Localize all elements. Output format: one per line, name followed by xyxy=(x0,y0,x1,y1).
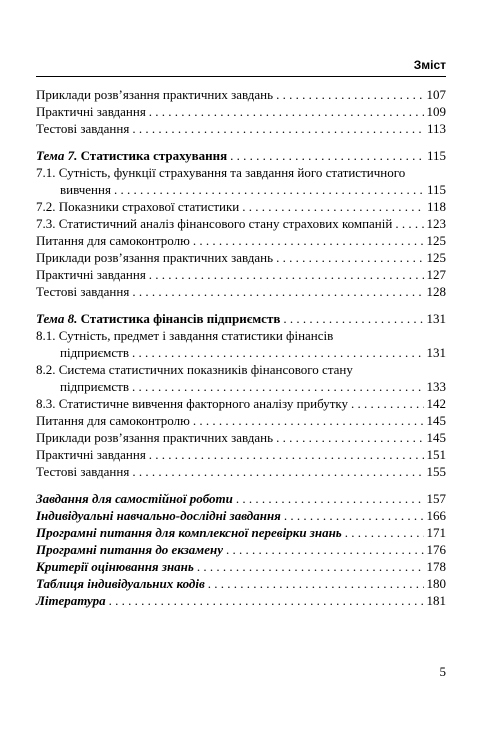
leader-dots xyxy=(132,283,423,300)
toc-page: 118 xyxy=(426,199,446,214)
toc-page: 155 xyxy=(426,464,446,479)
topic-8 xyxy=(36,310,446,480)
toc-entry[interactable] xyxy=(36,558,446,575)
toc-entry-label: підприємств xyxy=(60,379,129,394)
leader-dots xyxy=(132,378,424,395)
toc-page: 157 xyxy=(426,491,446,506)
toc-page: 151 xyxy=(426,447,446,462)
topic-title: Статистика страхування xyxy=(80,148,228,163)
toc-entry[interactable] xyxy=(36,249,446,266)
toc-entry[interactable] xyxy=(36,463,446,480)
leader-dots xyxy=(132,120,424,137)
toc-entry[interactable] xyxy=(36,446,446,463)
toc-entry[interactable] xyxy=(36,103,446,120)
toc-entry-label: 8.2. Система статистичних показників фінансового стану xyxy=(36,362,353,377)
toc-page: 142 xyxy=(426,396,446,411)
leader-dots xyxy=(242,198,424,215)
toc-entry-label: Індивідуальні навчально-дослідні завдання xyxy=(36,508,281,523)
toc-page: 107 xyxy=(426,87,446,102)
toc-entry-label: Питання для самоконтролю xyxy=(36,233,190,248)
leader-dots xyxy=(276,429,423,446)
toc-page: 145 xyxy=(426,430,446,445)
toc-entry-label: Приклади розв’язання практичних завдань xyxy=(36,250,274,265)
leader-dots xyxy=(197,558,424,575)
toc-topic-heading[interactable] xyxy=(36,310,446,327)
toc-entry[interactable] xyxy=(36,429,446,446)
toc-entry[interactable] xyxy=(36,266,446,283)
topic-8-items xyxy=(36,395,446,480)
toc-page: 131 xyxy=(426,345,446,360)
leader-dots xyxy=(109,592,424,609)
toc-entry[interactable] xyxy=(36,181,446,198)
toc-entry-label: Приклади розв’язання практичних завдань xyxy=(36,87,274,102)
toc-page: 115 xyxy=(426,182,446,197)
toc-entry-label: підприємств xyxy=(60,345,129,360)
toc-page: 181 xyxy=(426,593,446,608)
toc-page: 127 xyxy=(426,267,446,282)
leader-dots xyxy=(351,395,423,412)
toc-entry-label: Практичні завдання xyxy=(36,447,146,462)
toc-entry[interactable] xyxy=(36,412,446,429)
toc-entry[interactable] xyxy=(36,524,446,541)
leader-dots xyxy=(230,147,424,164)
leader-dots xyxy=(132,344,424,361)
toc-topic-heading[interactable] xyxy=(36,147,446,164)
toc-entry-label: Тестові завдання xyxy=(36,284,130,299)
leader-dots xyxy=(149,446,424,463)
leader-dots xyxy=(114,181,424,198)
toc-entry-label: 7.3. Статистичний аналіз фінансового стану страхових компаній xyxy=(36,216,393,231)
toc-page: 176 xyxy=(426,542,446,557)
leader-dots xyxy=(283,310,423,327)
leader-dots xyxy=(193,412,424,429)
toc-page: 109 xyxy=(426,104,446,119)
toc-entry[interactable] xyxy=(36,344,446,361)
toc-entry[interactable] xyxy=(36,378,446,395)
toc-entry[interactable] xyxy=(36,490,446,507)
leader-dots xyxy=(345,524,424,541)
topic-7 xyxy=(36,147,446,300)
toc-entry-label: Критерії оцінювання знань xyxy=(36,559,194,574)
toc-entry-label: Програмні питання для комплексної перевірки знань xyxy=(36,525,342,540)
header-rule xyxy=(36,76,446,77)
leader-dots xyxy=(226,541,424,558)
toc-entry-label: Приклади розв’язання практичних завдань xyxy=(36,430,274,445)
toc-entry[interactable] xyxy=(36,592,446,609)
toc-entry-label: Завдання для самостійної роботи xyxy=(36,491,233,506)
toc-page: 133 xyxy=(426,379,446,394)
leader-dots xyxy=(395,215,423,232)
leader-dots xyxy=(208,575,424,592)
leader-dots xyxy=(276,249,423,266)
toc-entry[interactable] xyxy=(36,232,446,249)
toc-entry[interactable] xyxy=(36,215,446,232)
toc-page: 125 xyxy=(426,233,446,248)
toc-entry[interactable] xyxy=(36,541,446,558)
leader-dots xyxy=(132,463,423,480)
toc-page: 131 xyxy=(426,311,446,326)
toc-entry-label: Тестові завдання xyxy=(36,121,130,136)
toc-entry-label: 7.2. Показники страхової статистики xyxy=(36,199,240,214)
topic-6-tail xyxy=(36,86,446,137)
toc-page: 171 xyxy=(426,525,446,540)
toc-page: 166 xyxy=(426,508,446,523)
topic-prefix: Тема 8. xyxy=(36,311,78,326)
toc-entry-label: Література xyxy=(36,593,106,608)
page-number: 5 xyxy=(439,664,446,679)
toc-entry-label: вивчення xyxy=(60,182,111,197)
topic-prefix: Тема 7. xyxy=(36,148,78,163)
toc-page: 115 xyxy=(426,148,446,163)
appendix-section xyxy=(36,490,446,609)
leader-dots xyxy=(236,490,424,507)
toc-entry-label: 8.1. Сутність, предмет і завдання статистики фінансів xyxy=(36,328,334,343)
leader-dots xyxy=(193,232,424,249)
toc-entry-label: Тестові завдання xyxy=(36,464,130,479)
toc-page: 178 xyxy=(426,559,446,574)
toc-entry-label: 7.1. Сутність, функції страхування та завдання його статистичного xyxy=(36,165,406,180)
toc-page: 128 xyxy=(426,284,446,299)
toc-entry-label: Програмні питання до екзамену xyxy=(36,542,223,557)
leader-dots xyxy=(284,507,424,524)
topic-title: Статистика фінансів підприємств xyxy=(80,311,281,326)
leader-dots xyxy=(149,103,424,120)
toc-page: 113 xyxy=(426,121,446,136)
leader-dots xyxy=(276,86,423,103)
running-header-title: Зміст xyxy=(413,58,446,72)
toc-entry[interactable] xyxy=(36,283,446,300)
leader-dots xyxy=(149,266,424,283)
toc-entry[interactable] xyxy=(36,507,446,524)
table-of-contents xyxy=(36,86,446,609)
toc-entry-label: Таблиця індивідуальних кодів xyxy=(36,576,205,591)
toc-entry[interactable] xyxy=(36,575,446,592)
toc-page: 180 xyxy=(426,576,446,591)
toc-page: 145 xyxy=(426,413,446,428)
topic-7-items xyxy=(36,198,446,300)
toc-entry-label: 8.3. Статистичне вивчення факторного аналізу прибутку xyxy=(36,396,349,411)
toc-entry[interactable] xyxy=(36,395,446,412)
toc-entry-label: Питання для самоконтролю xyxy=(36,413,190,428)
toc-entry-label: Практичні завдання xyxy=(36,104,146,119)
toc-entry[interactable] xyxy=(36,198,446,215)
toc-page: 123 xyxy=(426,216,446,231)
toc-entry[interactable] xyxy=(36,120,446,137)
toc-page: 125 xyxy=(426,250,446,265)
toc-entry[interactable] xyxy=(36,86,446,103)
toc-entry-label: Практичні завдання xyxy=(36,267,146,282)
